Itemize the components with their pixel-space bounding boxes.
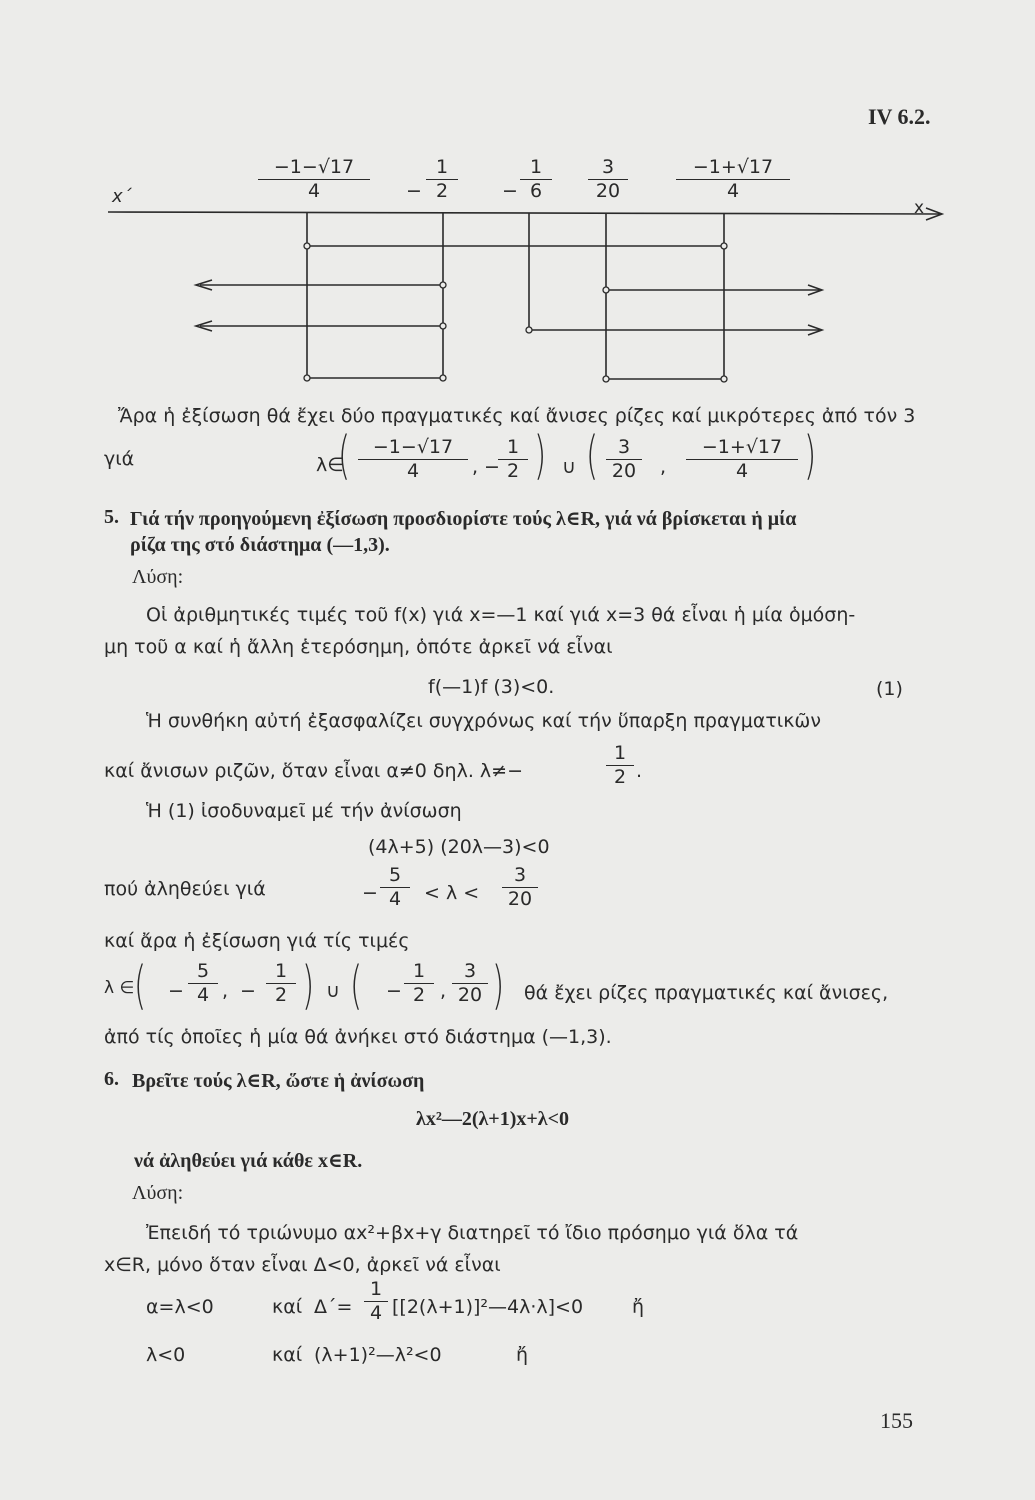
problem5-int-c-sign: − [386, 980, 402, 1002]
problem5-ineq-minus: − [362, 882, 378, 904]
problem5-eq1-tag: (1) [876, 678, 903, 700]
problem5-ineq-mid: < λ < [424, 882, 480, 904]
point-label-3-sign: − [502, 180, 518, 202]
axis-right-label: x [914, 198, 925, 218]
problem6-c1-delta: Δ΄= [314, 1296, 353, 1318]
conclusion-paren-1: ( [338, 426, 351, 486]
problem5-p3: Ἡ (1) ἰσοδυναμεῖ μέ τήν ἀνίσωση [146, 800, 462, 822]
conclusion-paren-4: ) [804, 426, 817, 486]
conclusion-text: Ἄρα ἡ ἐξίσωση θά ἔχει δύο πραγματικές καί ἄνισες ρίζες καί μικρότερες ἀπό τόν 3 [118, 405, 916, 427]
problem5-paren-1: ( [134, 956, 147, 1016]
point-label-5: $\frac{-1+√17}{4}$ [676, 158, 790, 201]
problem5-line1: Γιά τήν προηγούμενη ἐξίσωση προσδιορίστε τούς λ∈R, γιά νά βρίσκεται ἡ μία [130, 508, 797, 530]
problem5-int-d: $\frac{3}{20}$ [452, 962, 488, 1005]
problem6-line1: Βρεῖτε τούς λ∈R, ὥστε ἡ ἀνίσωση [132, 1070, 425, 1092]
problem6-p1-line2: x∈R, μόνο ὅταν εἶναι Δ<0, ἀρκεῖ νά εἶναι [104, 1254, 501, 1276]
point-label-4: $\frac{3}{20}$ [588, 158, 628, 201]
conclusion-interval1-left: $\frac{-1-√17}{4}$ [358, 438, 468, 481]
problem5-eq2: (4λ+5) (20λ—3)<0 [368, 836, 550, 858]
problem6-c1-or: ἤ [632, 1296, 645, 1318]
problem5-paren-2: ) [302, 956, 315, 1016]
problem5-ineq-right: $\frac{3}{20}$ [502, 866, 538, 909]
conclusion-union: ∪ [562, 456, 576, 478]
problem5-union: ∪ [326, 980, 340, 1002]
conclusion-paren-2: ) [534, 426, 547, 486]
problem5-int-b: $\frac{1}{2}$ [266, 962, 296, 1005]
problem5-ineq-left: $\frac{5}{4}$ [380, 866, 410, 909]
problem5-int-a: $\frac{5}{4}$ [188, 962, 218, 1005]
problem5-number: 5. [104, 506, 119, 528]
problem5-eq1: f(—1)f (3)<0. [428, 676, 555, 698]
point-label-1: $\frac{-1-√17}{4}$ [258, 158, 370, 201]
conclusion-comma-2: , [660, 456, 667, 478]
problem6-c2-rest: (λ+1)²—λ²<0 [314, 1344, 442, 1366]
problem5-paren-3: ( [350, 956, 363, 1016]
problem6-number: 6. [104, 1068, 119, 1090]
page-number: 155 [880, 1408, 913, 1433]
problem6-c2-left: λ<0 [146, 1344, 186, 1366]
problem5-comma-1: , [222, 980, 229, 1002]
problem5-int-b-sign: − [240, 980, 256, 1002]
problem5-p2-line1: Ἡ συνθήκη αὐτή ἐξασφαλίζει συγχρόνως καί τήν ὕπαρξη πραγματικῶν [146, 710, 821, 732]
problem6-p1-line1: Ἐπειδή τό τριώνυμο αx²+βx+γ διατηρεῖ τό ἴδιο πρόσημο γιά ὅλα τά [146, 1222, 799, 1244]
problem5-hence: καί ἄρα ἡ ἐξίσωση γιά τίς τιμές [104, 930, 410, 952]
problem5-p1-line1: Οἱ ἀριθμητικές τιμές τοῦ f(x) γιά x=—1 καί γιά x=3 θά εἶναι ἡ μία ὁμόση- [146, 604, 856, 626]
problem6-c1-frac: $\frac{1}{4}$ [364, 1280, 388, 1323]
conclusion-interval1-right: $\frac{1}{2}$ [498, 438, 528, 481]
problem5-line2: ρίζα της στό διάστημα (—1,3). [130, 534, 390, 556]
problem5-int-a-sign: − [168, 980, 184, 1002]
section-number: IV 6.2. [868, 104, 931, 129]
point-label-3: $\frac{1}{6}$ [520, 158, 552, 201]
conclusion-interval1-right-sign: − [484, 456, 500, 478]
axis-left-label: x΄ [112, 186, 132, 207]
problem5-comma-2: , [440, 980, 447, 1002]
problem6-c2-or: ἤ [516, 1344, 529, 1366]
problem6-c1-left: α=λ<0 [146, 1296, 214, 1318]
problem5-solution-label: Λύση: [132, 566, 184, 588]
conclusion-comma-1: , [472, 456, 479, 478]
problem6-c1-and: καί [272, 1296, 303, 1318]
conclusion-for: γιά [104, 448, 135, 470]
problem5-lambda-in: λ ∈ [104, 978, 135, 998]
problem6-ineq: λx²—2(λ+1)x+λ<0 [416, 1108, 569, 1130]
conclusion-interval2-left: $\frac{3}{20}$ [606, 438, 642, 481]
problem5-p2-frac: $\frac{1}{2}$ [606, 744, 634, 787]
problem6-line2: νά ἀληθεύει γιά κάθε x∈R. [134, 1150, 363, 1172]
conclusion-paren-3: ( [586, 426, 599, 486]
problem5-int-c: $\frac{1}{2}$ [404, 962, 434, 1005]
x-axis [108, 212, 940, 214]
problem6-c2-and: καί [272, 1344, 303, 1366]
point-label-2-sign: − [406, 180, 422, 202]
problem5-p1-line2: μη τοῦ α καί ἡ ἄλλη ἑτερόσημη, ὁπότε ἀρκεῖ νά εἶναι [104, 636, 613, 658]
problem5-will-have: θά ἔχει ρίζες πραγματικές καί ἄνισες, [524, 982, 889, 1004]
problem5-p2-dot: . [636, 760, 643, 782]
problem5-holds-for: πού ἀληθεύει γιά [104, 878, 266, 900]
point-label-2: $\frac{1}{2}$ [426, 158, 458, 201]
problem5-p2-line2: καί ἄνισων ριζῶν, ὅταν εἶναι α≠0 δηλ. λ≠− [104, 760, 523, 782]
problem5-final: ἀπό τίς ὁποῖες ἡ μία θά ἀνήκει στό διάστημα (—1,3). [104, 1026, 612, 1048]
problem6-solution-label: Λύση: [132, 1182, 184, 1204]
problem6-c1-rest: [[2(λ+1)]²—4λ·λ]<0 [392, 1296, 584, 1318]
conclusion-interval2-right: $\frac{-1+√17}{4}$ [686, 438, 798, 481]
problem5-paren-4: ) [492, 956, 505, 1016]
conclusion-lambda-in: λ∈ [316, 454, 344, 476]
